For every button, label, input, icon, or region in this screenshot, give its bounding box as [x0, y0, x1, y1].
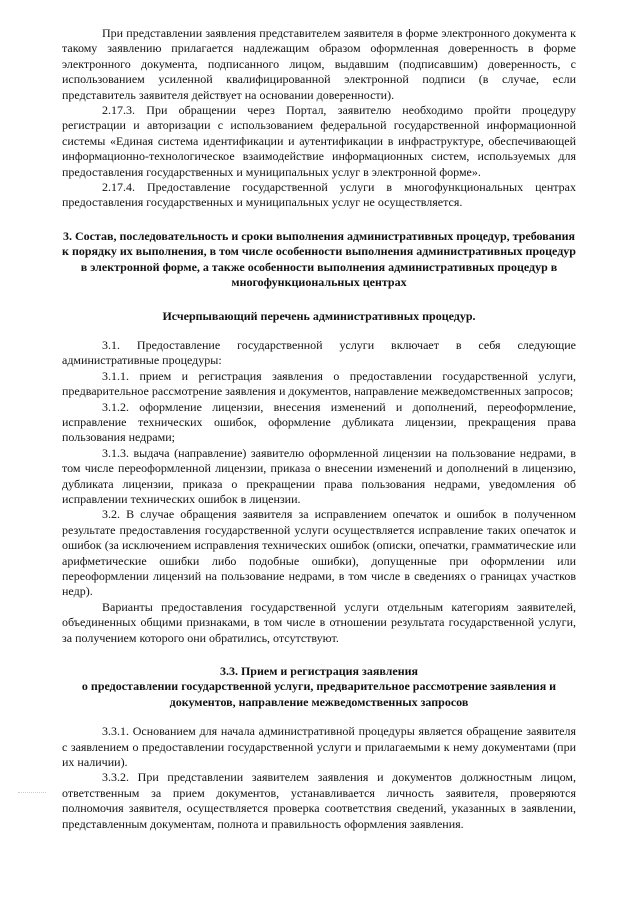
paragraph-3-3-1: 3.3.1. Основанием для начала административной процедуры является обращение заявителя с заявлением о предоставлении государственной услуги и прилагаемыми к нему документами (при их наличии). [62, 724, 576, 770]
paragraph-3-1: 3.1. Предоставление государственной услуги включает в себя следующие административные процедуры: [62, 337, 576, 368]
paragraph-3-1-2: 3.1.2. оформление лицензии, внесения изменений и дополнений, переоформление, исправление технических ошибок, оформление дубликата лицензии, прекращения права пользования недрами; [62, 399, 576, 445]
section-3-heading: 3. Состав, последовательность и сроки выполнения административных процедур, требования к порядку их выполнения, в том числе особенности выполнения административных процедур в электронной форме, а также особенности выполнения административных процедур в многофункциональных центрах [62, 228, 576, 290]
paragraph-3-1-1: 3.1.1. прием и регистрация заявления о предоставлении государственной услуги, предварительное рассмотрение заявления и документов, направление межведомственных запросов; [62, 368, 576, 399]
paragraph-2-17-4: 2.17.4. Предоставление государственной услуги в многофункциональных центрах предоставления государственных и муниципальных услуг не осуществляется. [62, 180, 576, 210]
paragraph-2-17-3: 2.17.3. При обращении через Портал, заявителю необходимо пройти процедуру регистрации и авторизации с использованием федеральной государственной информационной системы «Единая система идентификации и аутентификации в инфраструктуре, обеспечивающей информационно-технологическое взаимодействие информационных систем, используемых для предоставления государственных и муниципальных услуг в электронной форме». [62, 103, 576, 179]
paragraph-representative-document: При представлении заявления представителем заявителя в форме электронного документа к такому заявлению прилагается надлежащим образом оформленная доверенность в форме электронного документа, подписанного лицом, выдавшим (подписавшим) доверенность, с использованием усиленной квалифицированной электронной подписи (в случае, если представитель заявителя действует на основании доверенности). [62, 26, 576, 102]
section-3-3-title: 3.3. Прием и регистрация заявления [219, 664, 419, 679]
document-page [62, 26, 576, 832]
paragraph-variants: Варианты предоставления государственной услуги отдельным категориям заявителей, объединенных общими признаками, в том числе в отношении результата государственной услуги, за получением которого они обратились, отсутствуют. [62, 599, 576, 645]
section-3-3-subtitle: о предоставлении государственной услуги, предварительное рассмотрение заявления и документов, направление межведомственных запросов [81, 679, 557, 709]
scan-margin-mark [18, 792, 46, 799]
paragraph-3-1-3: 3.1.3. выдача (направление) заявителю оформленной лицензии на пользование недрами, в том числе переоформленной лицензии, приказа о внесении изменений и дополнений в лицензию, дубликата лицензии, приказа о прекращении права пользования недрами, уведомления об исправлении технических ошибок в лицензии. [62, 445, 576, 506]
paragraph-3-3-2: 3.3.2. При представлении заявителем заявления и документов должностным лицом, ответственным за прием документов, устанавливается личность заявителя, проверяются полномочия заявителя, осуществляется проверка соответствия сведений, указанных в заявлении, представленным документам, полнота и правильность оформления заявления. [62, 770, 576, 831]
paragraph-3-2: 3.2. В случае обращения заявителя за исправлением опечаток и ошибок в полученном результате предоставления государственной услуги осуществляется исправление таких опечаток и ошибок (за исключением исправления технических ошибок (описки, опечатки, грамматические или арифметические ошибки либо подобные ошибки), допущенные при оформлении или переоформлении лицензий на пользование недрами, в том числе в сведениях о границах участков недр). [62, 507, 576, 599]
subheading-procedure-list: Исчерпывающий перечень административных процедур. [162, 308, 476, 323]
